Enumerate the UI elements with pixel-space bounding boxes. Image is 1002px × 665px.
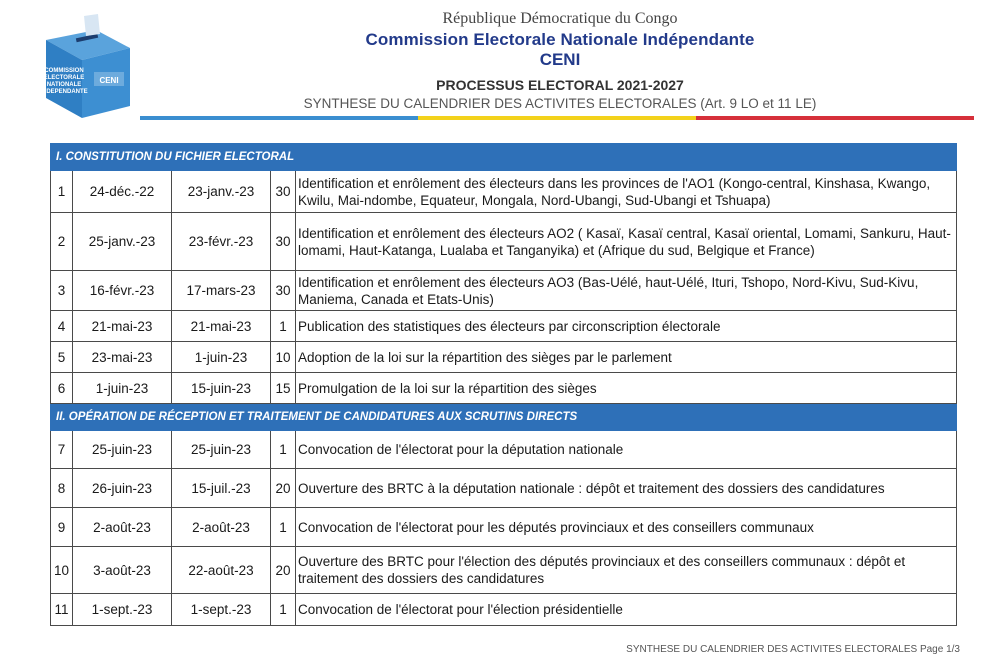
table-row — [51, 594, 957, 626]
activity-description: Ouverture des BRTC à la députation nationale : dépôt et traitement des dossiers des candidatures — [296, 469, 957, 508]
duration-days: 30 — [271, 171, 296, 213]
end-date: 15-juin-23 — [172, 373, 271, 404]
activity-description: Convocation de l'électorat pour l'élection présidentielle — [296, 594, 957, 626]
row-number: 11 — [51, 594, 73, 626]
section-title: II. OPÉRATION DE RÉCEPTION ET TRAITEMENT DE CANDIDATURES AUX SCRUTINS DIRECTS — [51, 404, 957, 431]
duration-days: 20 — [271, 469, 296, 508]
table-row — [51, 271, 957, 311]
duration-days: 1 — [271, 311, 296, 342]
logo-line-3: NATIONALE — [46, 82, 82, 88]
activity-description: Publication des statistiques des électeurs par circonscription électorale — [296, 311, 957, 342]
row-number: 6 — [51, 373, 73, 404]
document-header — [140, 8, 980, 111]
duration-days: 10 — [271, 342, 296, 373]
section-header — [51, 404, 957, 431]
table-row — [51, 469, 957, 508]
activity-description: Identification et enrôlement des électeurs AO2 ( Kasaï, Kasaï central, Kasaï oriental, Lomami, Sankuru, Haut-lomami, Haut-Katanga, Lualaba et Tanganyika) et (Afrique du sud, Belgique et France) — [296, 213, 957, 271]
activity-description: Promulgation de la loi sur la répartition des sièges — [296, 373, 957, 404]
section-header — [51, 144, 957, 171]
duration-days: 20 — [271, 547, 296, 594]
table-row — [51, 213, 957, 271]
end-date: 23-janv.-23 — [172, 171, 271, 213]
duration-days: 1 — [271, 594, 296, 626]
activity-description: Identification et enrôlement des électeurs dans les provinces de l'AO1 (Kongo-central, Kinshasa, Kwango, Kwilu, Mai-ndombe, Equateur, Mongala, Nord-Ubangi, Sud-Ubangi et Tshuapa) — [296, 171, 957, 213]
table-row — [51, 342, 957, 373]
start-date: 23-mai-23 — [73, 342, 172, 373]
logo-line-4: INDEPENDANTE — [40, 89, 88, 95]
row-number: 2 — [51, 213, 73, 271]
table-row — [51, 547, 957, 594]
process-title: PROCESSUS ELECTORAL 2021-2027 — [436, 77, 684, 93]
logo-line-1: COMMISSION — [44, 68, 84, 74]
activity-description: Ouverture des BRTC pour l'élection des députés provinciaux et des conseillers communaux : dépôt et traitement des dossiers des candidatures — [296, 547, 957, 594]
row-number: 7 — [51, 431, 73, 469]
end-date: 22-août-23 — [172, 547, 271, 594]
row-number: 10 — [51, 547, 73, 594]
activity-description: Convocation de l'électorat pour la députation nationale — [296, 431, 957, 469]
logo-badge: CENI — [99, 76, 119, 85]
end-date: 1-sept.-23 — [172, 594, 271, 626]
start-date: 1-sept.-23 — [73, 594, 172, 626]
row-number: 9 — [51, 508, 73, 547]
start-date: 25-juin-23 — [73, 431, 172, 469]
end-date: 23-févr.-23 — [172, 213, 271, 271]
logo-line-2: ELECTORALE — [43, 75, 85, 81]
flag-stripe — [140, 116, 974, 120]
duration-days: 30 — [271, 213, 296, 271]
commission-title: Commission Electorale Nationale Indépendante — [365, 30, 755, 49]
acronym-title: CENI — [539, 50, 581, 69]
start-date: 21-mai-23 — [73, 311, 172, 342]
duration-days: 1 — [271, 508, 296, 547]
start-date: 1-juin-23 — [73, 373, 172, 404]
table-row — [51, 431, 957, 469]
table-row — [51, 171, 957, 213]
row-number: 8 — [51, 469, 73, 508]
start-date: 25-janv.-23 — [73, 213, 172, 271]
row-number: 4 — [51, 311, 73, 342]
end-date: 2-août-23 — [172, 508, 271, 547]
duration-days: 1 — [271, 431, 296, 469]
table-row — [51, 311, 957, 342]
start-date: 16-févr.-23 — [73, 271, 172, 311]
row-number: 1 — [51, 171, 73, 213]
duration-days: 15 — [271, 373, 296, 404]
end-date: 25-juin-23 — [172, 431, 271, 469]
page-footer: SYNTHESE DU CALENDRIER DES ACTIVITES ELECTORALES Page 1/3 — [626, 644, 960, 655]
section-title: I. CONSTITUTION DU FICHIER ELECTORAL — [51, 144, 957, 171]
row-number: 5 — [51, 342, 73, 373]
start-date: 24-déc.-22 — [73, 171, 172, 213]
end-date: 1-juin-23 — [172, 342, 271, 373]
row-number: 3 — [51, 271, 73, 311]
activity-description: Adoption de la loi sur la répartition des sièges par le parlement — [296, 342, 957, 373]
start-date: 3-août-23 — [73, 547, 172, 594]
ceni-logo — [38, 10, 138, 122]
start-date: 2-août-23 — [73, 508, 172, 547]
table-row — [51, 508, 957, 547]
activity-description: Identification et enrôlement des électeurs AO3 (Bas-Uélé, haut-Uélé, Ituri, Tshopo, Nord-Kivu, Sud-Kivu, Maniema, Canada et Etats-Unis) — [296, 271, 957, 311]
start-date: 26-juin-23 — [73, 469, 172, 508]
calendar-table — [50, 143, 957, 626]
activity-description: Convocation de l'électorat pour les députés provinciaux et des conseillers communaux — [296, 508, 957, 547]
synthesis-subtitle: SYNTHESE DU CALENDRIER DES ACTIVITES ELECTORALES (Art. 9 LO et 11 LE) — [303, 96, 817, 111]
duration-days: 30 — [271, 271, 296, 311]
end-date: 21-mai-23 — [172, 311, 271, 342]
table-row — [51, 373, 957, 404]
end-date: 17-mars-23 — [172, 271, 271, 311]
republic-title: République Démocratique du Congo — [442, 10, 678, 27]
end-date: 15-juil.-23 — [172, 469, 271, 508]
